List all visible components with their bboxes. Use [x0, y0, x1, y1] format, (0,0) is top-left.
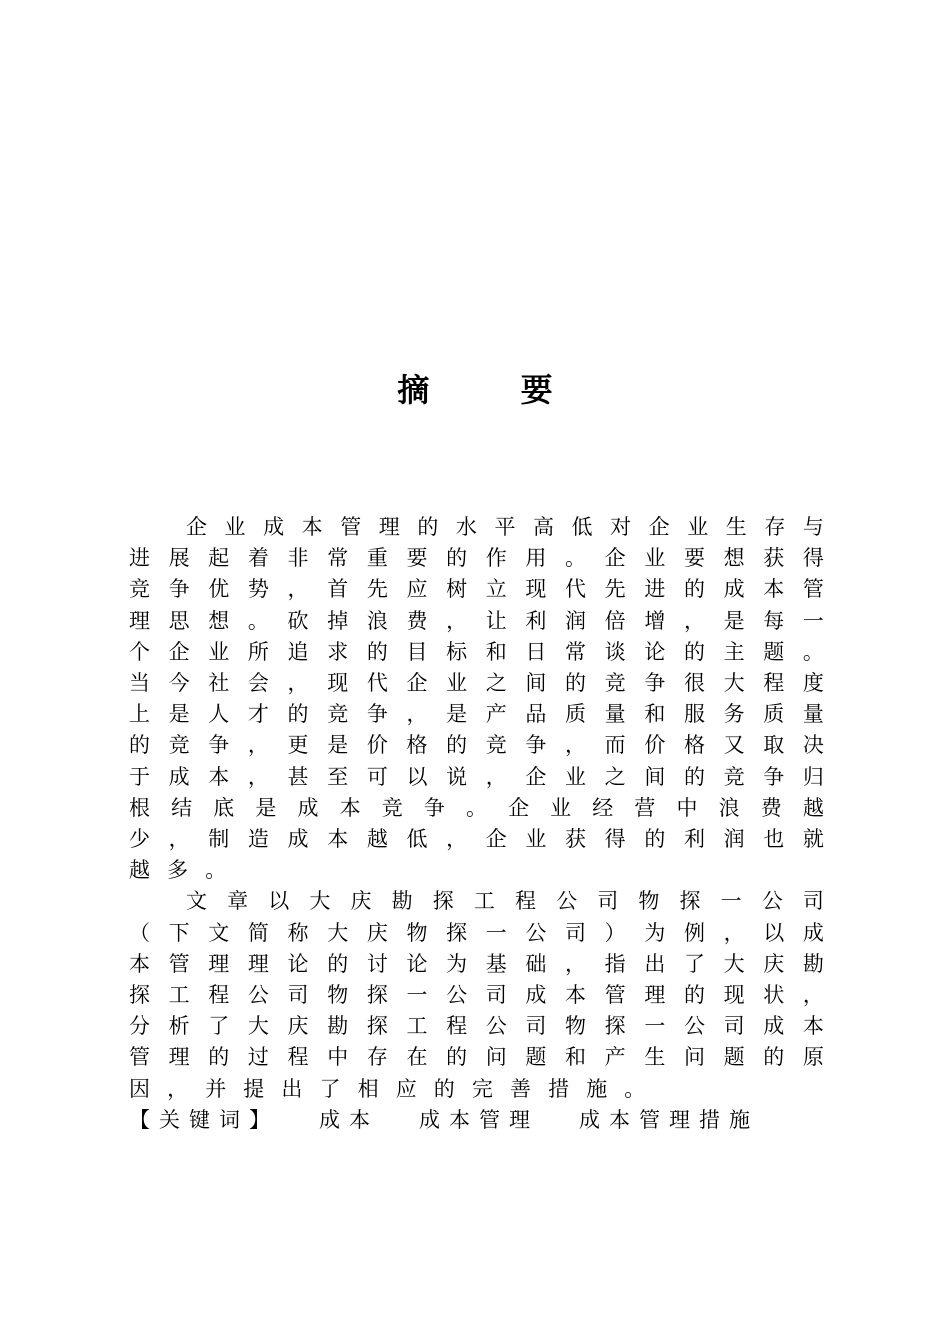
keywords-line [129, 1104, 841, 1136]
keyword-item: 成本管理措施 [579, 1108, 759, 1132]
keyword-item: 成本管理 [419, 1108, 539, 1132]
abstract-paragraph-1: 企业成本管理的水平高低对企业生存与进展起着非常重要的作用。企业要想获得竞争优势，首先应树立现代先进的成本管理思想。砍掉浪费，让利润倍增，是每一个企业所追求的目标和日常谈论的主题。当今社会，现代企业之间的竞争很大程度上是人才的竞争，是产品质量和服务质量的竞争，更是价格的竞争，而价格又取决于成本，甚至可以说，企业之间的竞争归根结底是成本竞争。企业经营中浪费越少，制造成本越低，企业获得的利润也就越多。 [129, 515, 841, 883]
abstract-title: 摘 要 [397, 371, 593, 409]
keyword-item: 成本 [319, 1108, 379, 1132]
abstract-paragraph-2: 文章以大庆勘探工程公司物探一公司（下文简称大庆物探一公司）为例，以成本管理理论的讨论为基础，指出了大庆勘探工程公司物探一公司成本管理的现状，分析了大庆勘探工程公司物探一公司成本管理的过程中存在的问题和产生问题的原因，并提出了相应的完善措施。 [129, 889, 841, 1101]
abstract-body [129, 512, 841, 1105]
keywords-label: 【关键词】 [129, 1108, 279, 1132]
